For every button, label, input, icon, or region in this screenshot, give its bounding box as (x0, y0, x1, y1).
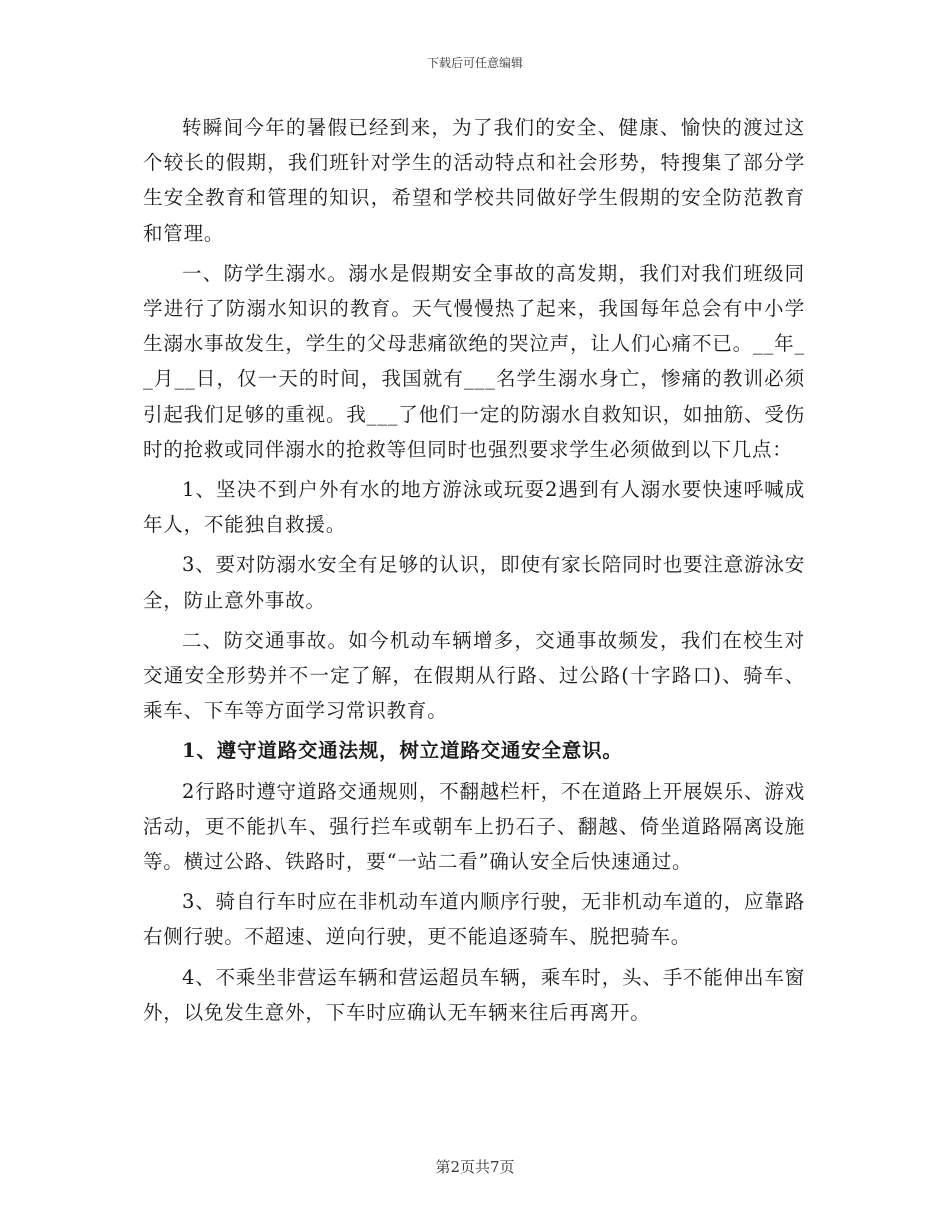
paragraph-drowning: 一、防学生溺水。溺水是假期安全事故的高发期，我们对我们班级同学进行了防溺水知识的教育。天气慢慢热了起来，我国每年总会有中小学生溺水事故发生，学生的父母悲痛欲绝的哭泣声，让人们心痛不已。__年__月__日，仅一天的时间，我国就有___名学生溺水身亡，惨痛的教训必须引起我们足够的重视。我___了他们一定的防溺水自救知识，如抽筋、受伤时的抢救或同伴溺水的抢救等但同时也强烈要求学生必须做到以下几点： (143, 261, 805, 461)
paragraph-traffic-rule-2: 2行路时遵守道路交通规则，不翻越栏杆，不在道路上开展娱乐、游戏活动，更不能扒车、强行拦车或朝车上扔石子、翻越、倚坐道路隔离设施等。横过公路、铁路时，要“一站二看”确认安全后快速通过。 (143, 779, 805, 874)
paragraph-traffic-heading: 1、遵守道路交通法规，树立道路交通安全意识。 (182, 739, 623, 763)
paragraph-traffic: 二、防交通事故。如今机动车辆增多，交通事故频发，我们在校生对交通安全形势并不一定了解，在假期从行路、过公路(十字路口)、骑车、乘车、下车等方面学习常识教育。 (143, 628, 805, 723)
paragraph-drowning-rule-3: 3、要对防溺水安全有足够的认识，即使有家长陪同时也要注意游泳安全，防止意外事故。 (143, 553, 805, 612)
paragraph-traffic-rule-3: 3、骑自行车时应在非机动车道内顺序行驶，无非机动车道的，应靠路右侧行驶。不超速、逆向行驶，更不能追逐骑车、脱把骑车。 (143, 890, 805, 949)
paragraph-intro: 转瞬间今年的暑假已经到来，为了我们的安全、健康、愉快的渡过这个较长的假期，我们班针对学生的活动特点和社会形势，特搜集了部分学生安全教育和管理的知识，希望和学校共同做好学生假期的安全防范教育和管理。 (143, 116, 805, 245)
paragraph-drowning-rule-1: 1、坚决不到户外有水的地方游泳或玩耍2遇到有人溺水要快速呼喊成年人，不能独自救援。 (143, 478, 805, 537)
page-footer: 第2页共7页 (435, 1158, 515, 1176)
page-header: 下载后可任意编辑 (426, 56, 523, 70)
document-body (143, 110, 805, 1035)
paragraph-traffic-rule-4: 4、不乘坐非营运车辆和营运超员车辆，乘车时，头、手不能伸出车窗外，以免发生意外，下车时应确认无车辆来往后再离开。 (143, 965, 805, 1024)
